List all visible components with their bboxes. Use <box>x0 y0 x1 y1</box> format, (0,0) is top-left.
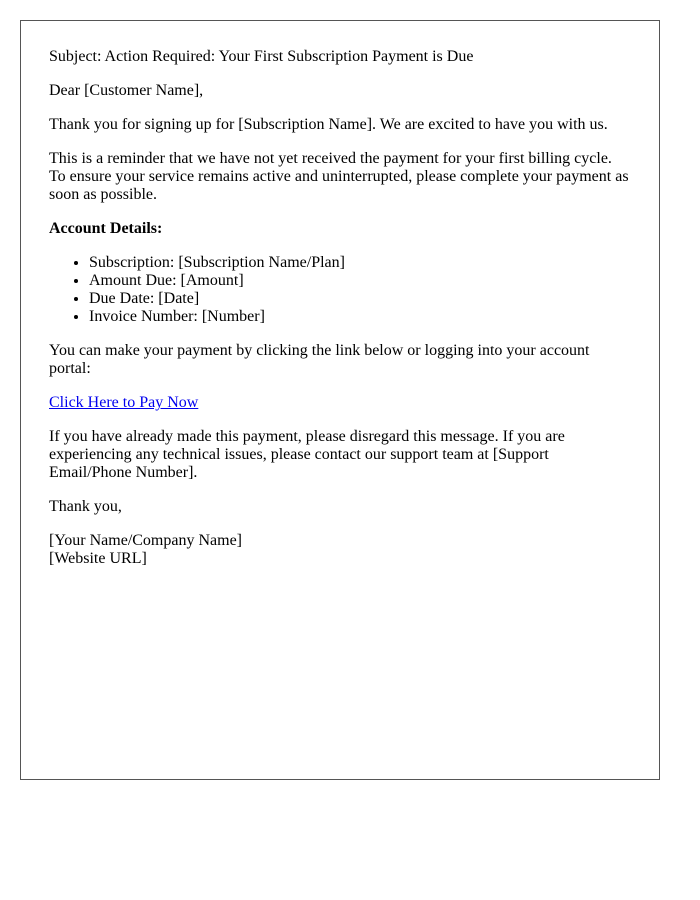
pay-now-link[interactable]: Click Here to Pay Now <box>49 394 199 411</box>
payment-instructions: You can make your payment by clicking the link below or logging into your account portal: <box>49 342 590 377</box>
signature-name: [Your Name/Company Name] <box>49 532 243 549</box>
signature-block <box>49 532 631 568</box>
detail-amount-due: • Amount Due: [Amount] <box>89 272 631 290</box>
greeting: Dear [Customer Name], <box>49 82 204 99</box>
disregard-paragraph: If you have already made this payment, please disregard this message. If you are experiencing any technical issues, please contact our support team at [Support Email/Phone Number]. <box>49 428 565 481</box>
detail-invoice-number: • Invoice Number: [Number] <box>89 308 631 326</box>
pay-link-paragraph <box>49 394 631 412</box>
detail-subscription: • Subscription: [Subscription Name/Plan] <box>89 254 631 272</box>
closing: Thank you, <box>49 498 122 515</box>
account-details-list <box>49 254 631 326</box>
signature-website: [Website URL] <box>49 550 147 567</box>
subject-line: Subject: Action Required: Your First Subscription Payment is Due <box>49 48 474 65</box>
letter-container <box>20 20 660 780</box>
reminder-paragraph: This is a reminder that we have not yet received the payment for your first billing cycle. To ensure your service remains active and uninterrupted, please complete your payment as soon as possible. <box>49 150 629 203</box>
account-details-heading: Account Details: <box>49 220 163 237</box>
detail-due-date: • Due Date: [Date] <box>89 290 631 308</box>
intro-paragraph: Thank you for signing up for [Subscription Name]. We are excited to have you with us. <box>49 116 608 133</box>
